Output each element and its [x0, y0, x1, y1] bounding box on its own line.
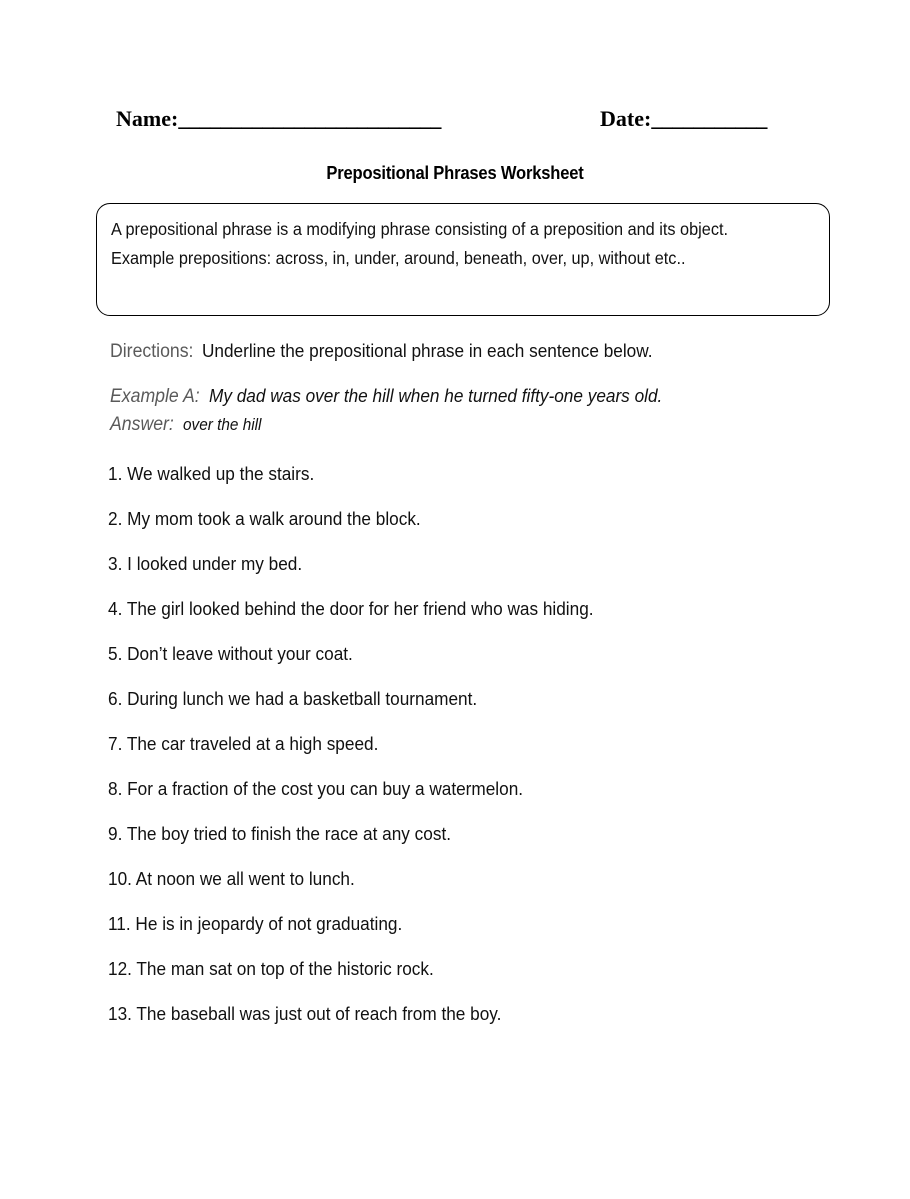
directions-text: Underline the prepositional phrase in each sentence below. — [201, 340, 653, 361]
definition-line-1: A prepositional phrase is a modifying phrase consisting of a preposition and its object. — [111, 219, 729, 239]
name-date-row — [0, 104, 910, 138]
example-label: Example A: — [110, 386, 200, 407]
question-item — [108, 641, 868, 686]
answer-label: Answer: — [110, 414, 174, 435]
name-blank-line[interactable]: _________________________ — [178, 106, 441, 131]
example-sentence: My dad was over the hill when he turned fifty-one years old. — [209, 385, 663, 406]
answer-text: over the hill — [182, 416, 262, 434]
question-item — [108, 776, 868, 821]
question-item — [108, 1001, 868, 1046]
question-text: 7. The car traveled at a high speed. — [108, 733, 379, 754]
question-item — [108, 596, 868, 641]
question-text: 9. The boy tried to finish the race at any cost. — [108, 823, 452, 844]
question-text: 4. The girl looked behind the door for her friend who was hiding. — [108, 598, 594, 619]
question-item — [108, 956, 868, 1001]
date-field — [600, 104, 767, 134]
question-text: 5. Don’t leave without your coat. — [108, 643, 353, 664]
question-item — [108, 506, 868, 551]
question-item — [108, 461, 868, 506]
worksheet-title: Prepositional Phrases Worksheet — [326, 163, 584, 183]
question-text: 8. For a fraction of the cost you can buy a watermelon. — [108, 778, 524, 799]
date-label: Date: — [600, 106, 652, 131]
definition-box — [96, 203, 830, 316]
question-text: 6. During lunch we had a basketball tournament. — [108, 688, 478, 709]
question-text: 3. I looked under my bed. — [108, 553, 303, 574]
question-text: 12. The man sat on top of the historic rock. — [108, 958, 434, 979]
question-item — [108, 911, 868, 956]
example-row — [110, 385, 697, 408]
name-field — [116, 104, 441, 134]
definition-line-2: Example prepositions: across, in, under, around, beneath, over, up, without etc.. — [111, 248, 686, 268]
name-label: Name: — [116, 106, 179, 131]
definition-box-content — [111, 215, 819, 273]
directions-row — [110, 340, 686, 363]
question-item — [108, 686, 868, 731]
question-list — [108, 461, 868, 1046]
question-text: 11. He is in jeopardy of not graduating. — [108, 913, 403, 934]
directions-label: Directions: — [110, 341, 194, 362]
answer-row — [110, 414, 267, 436]
question-text: 1. We walked up the stairs. — [108, 463, 315, 484]
question-item — [108, 866, 868, 911]
question-item — [108, 821, 868, 866]
question-text: 2. My mom took a walk around the block. — [108, 508, 421, 529]
date-blank-line[interactable]: ___________ — [651, 106, 767, 131]
question-item — [108, 731, 868, 776]
question-item — [108, 551, 868, 596]
question-text: 10. At noon we all went to lunch. — [108, 868, 355, 889]
question-text: 13. The baseball was just out of reach from the boy. — [108, 1003, 502, 1024]
